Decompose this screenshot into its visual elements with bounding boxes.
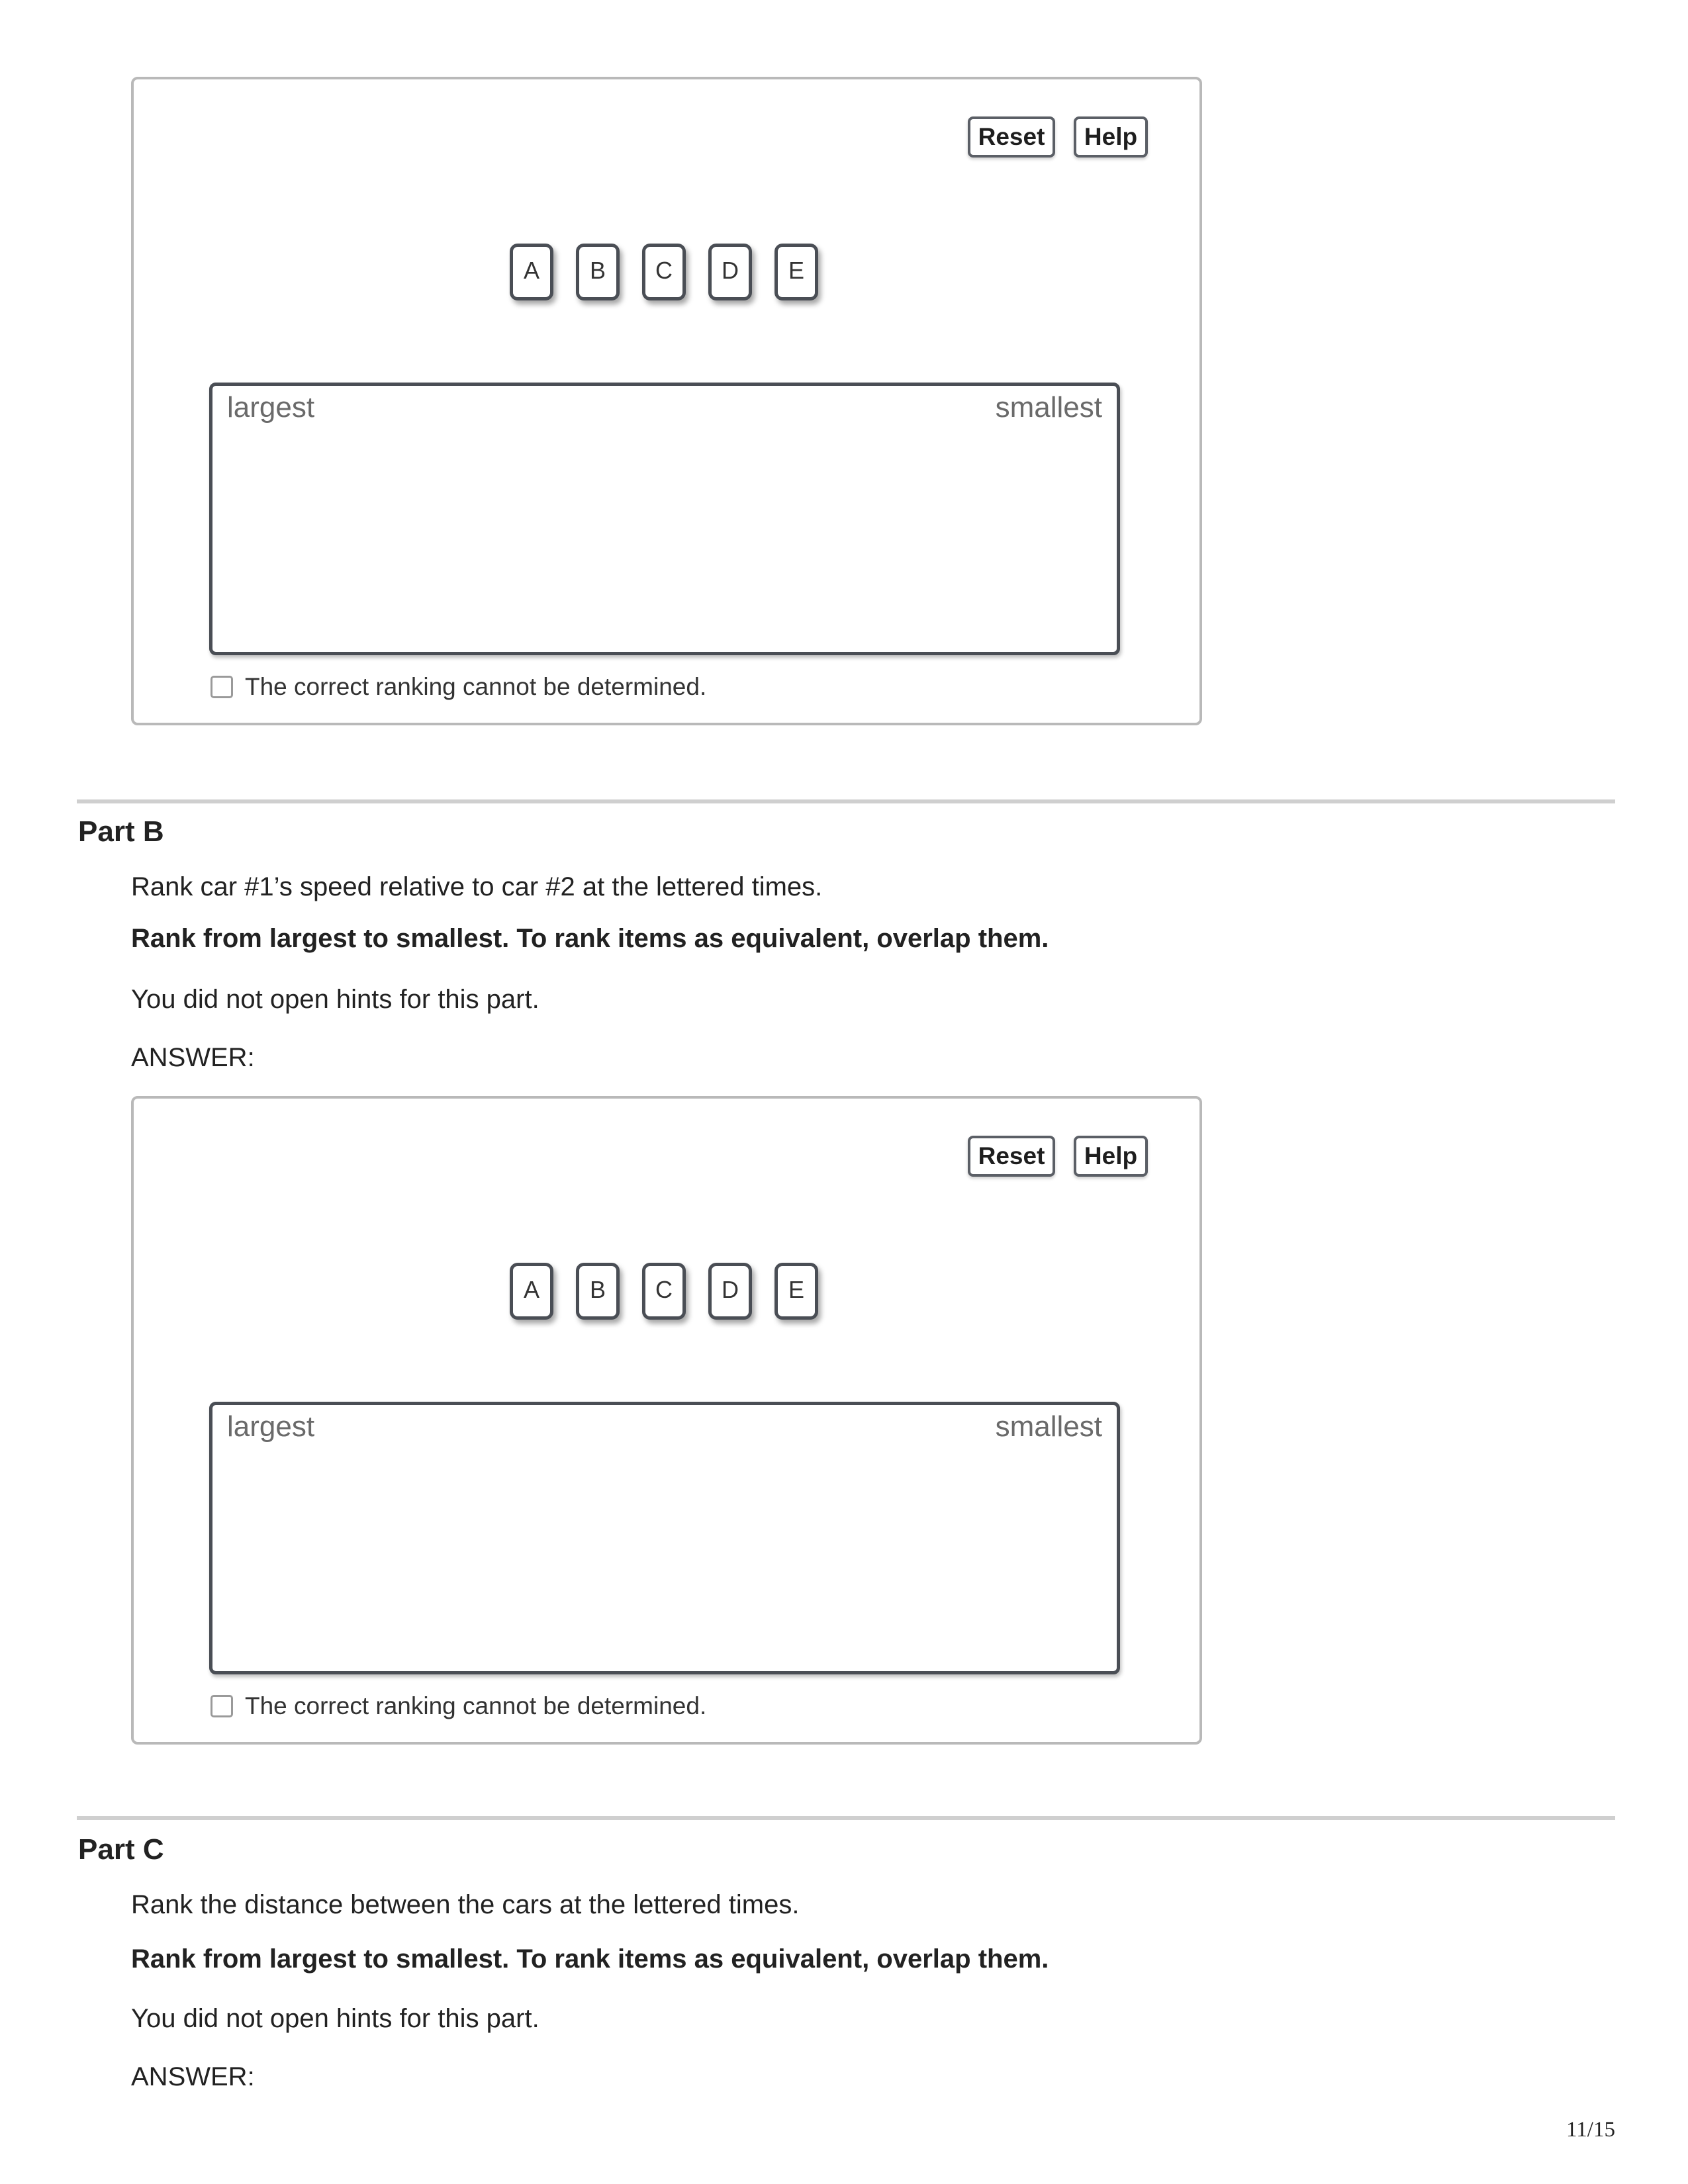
part-b-question: Rank car #1’s speed relative to car #2 at the lettered times. [131,872,823,901]
part-c-title: Part C [78,1833,164,1866]
help-button[interactable]: Help [1074,1136,1148,1177]
reset-button[interactable]: Reset [968,1136,1055,1177]
part-c-instruction: Rank from largest to smallest. To rank items as equivalent, overlap them. [131,1944,1049,1974]
tile-c[interactable]: C [642,1263,686,1320]
ranking-widget-part-a [131,77,1202,725]
ranking-drop-area[interactable] [209,383,1120,655]
largest-label: largest [227,391,315,424]
ranking-widget-part-b [131,1096,1202,1745]
reset-button[interactable]: Reset [968,116,1055,158]
part-b-hints-status: You did not open hints for this part. [131,985,539,1014]
largest-label: largest [227,1410,315,1443]
page-number: 11/15 [1566,2118,1615,2142]
smallest-label: smallest [995,1410,1102,1443]
cannot-determine-label: The correct ranking cannot be determined. [245,1692,707,1719]
tile-a[interactable]: A [510,244,553,300]
part-b-instruction: Rank from largest to smallest. To rank items as equivalent, overlap them. [131,924,1049,953]
part-c-question: Rank the distance between the cars at the lettered times. [131,1890,800,1919]
part-c-answer-label: ANSWER: [131,2062,255,2091]
part-b-title: Part B [78,815,164,848]
smallest-label: smallest [995,391,1102,424]
tile-a[interactable]: A [510,1263,553,1320]
cannot-determine-option[interactable] [211,1692,706,1721]
section-divider [77,799,1615,803]
part-c-hints-status: You did not open hints for this part. [131,2004,539,2033]
cannot-determine-checkbox[interactable] [211,676,233,698]
part-b-answer-label: ANSWER: [131,1043,255,1072]
cannot-determine-checkbox[interactable] [211,1695,233,1717]
cannot-determine-label: The correct ranking cannot be determined. [245,673,707,700]
tile-e[interactable]: E [774,244,818,300]
section-divider [77,1816,1615,1820]
tile-d[interactable]: D [708,244,752,300]
cannot-determine-option[interactable] [211,672,706,702]
ranking-drop-area[interactable] [209,1402,1120,1674]
tile-e[interactable]: E [774,1263,818,1320]
tile-b[interactable]: B [576,244,620,300]
tile-d[interactable]: D [708,1263,752,1320]
tile-b[interactable]: B [576,1263,620,1320]
help-button[interactable]: Help [1074,116,1148,158]
tile-c[interactable]: C [642,244,686,300]
